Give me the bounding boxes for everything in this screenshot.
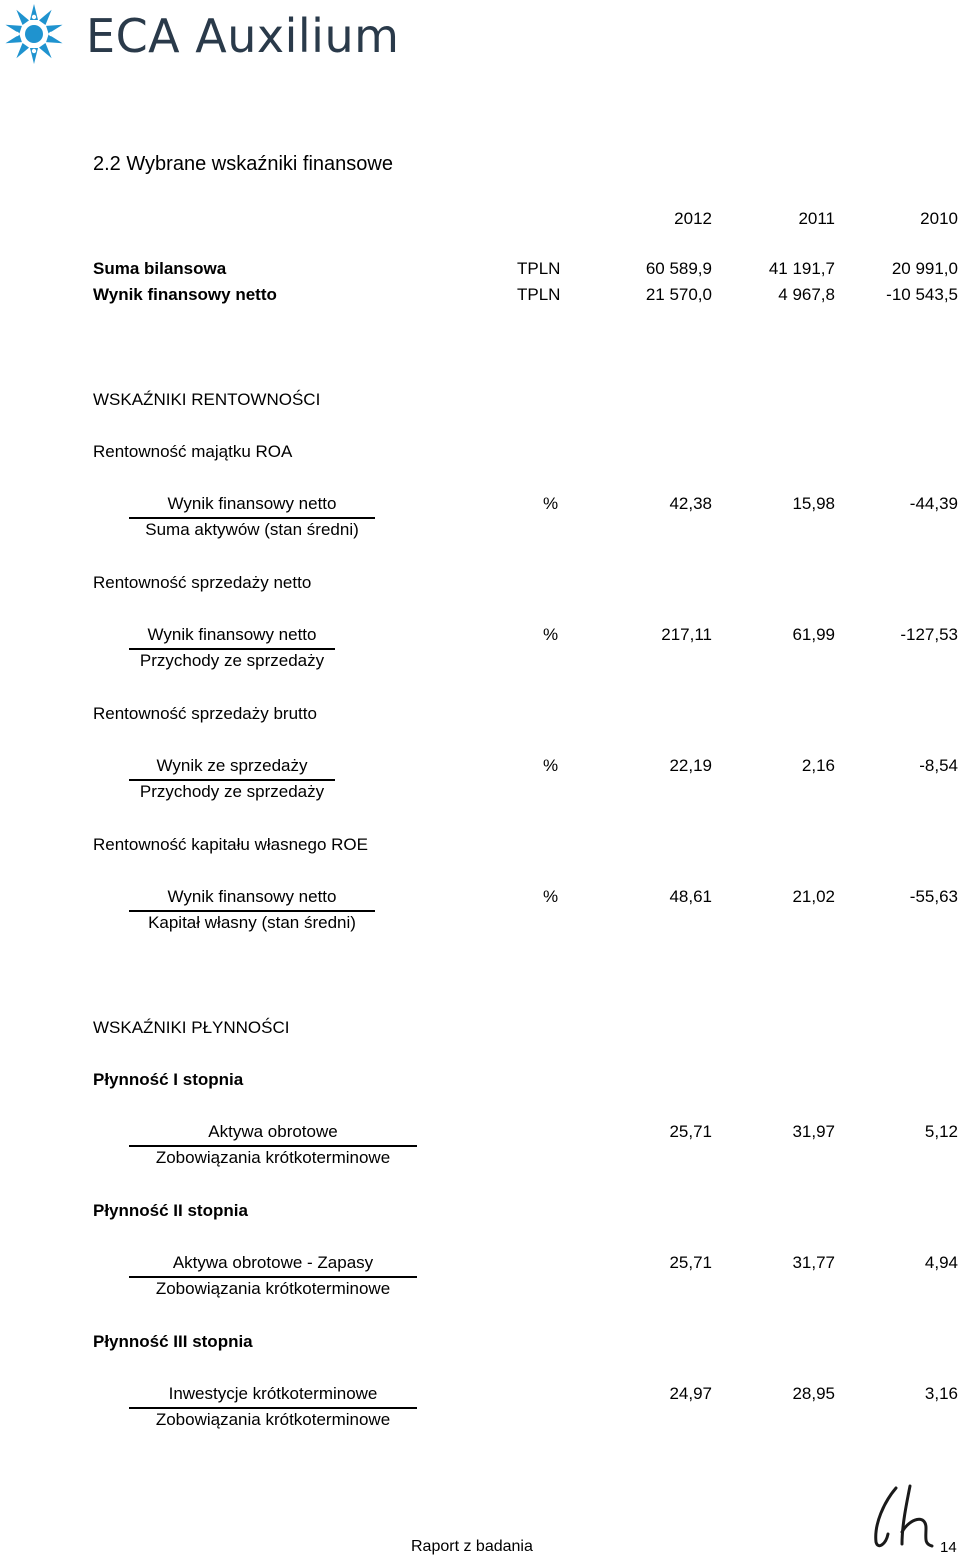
year-header-2011: 2011 [798,209,835,228]
fraction-line [129,779,335,781]
footer-label: Raport z badania [411,1538,533,1555]
signature-icon [866,1482,946,1554]
ratio-name: Rentowność sprzedaży netto [93,573,312,592]
summary-value: 60 589,9 [645,259,712,278]
ratio-numerator: Inwestycje krótkoterminowe [168,1384,378,1403]
ratio-unit: % [543,887,559,906]
ratio-denominator: Kapitał własny (stan średni) [148,913,356,932]
ratio-unit: % [543,625,559,644]
year-header-2012: 2012 [674,209,712,228]
ratio-value: 31,77 [792,1253,835,1272]
fraction-line [129,1407,417,1409]
ratio-name: Rentowność majątku ROA [93,442,293,461]
ratio-denominator: Przychody ze sprzedaży [139,782,325,801]
ratio-value: 3,16 [924,1384,958,1403]
ratio-value: 5,12 [924,1122,958,1141]
ratio-unit: % [543,494,559,513]
ratio-name: Płynność III stopnia [93,1332,253,1351]
fraction-line [129,648,335,650]
summary-unit: TPLN [517,285,561,304]
page-number: 14 [940,1539,957,1556]
ratio-name: Rentowność kapitału własnego ROE [93,835,368,854]
ratio-value: 42,38 [669,494,712,513]
ratio-name: Płynność II stopnia [93,1201,248,1220]
ratio-name: Płynność I stopnia [93,1070,244,1089]
ratio-value: 217,11 [661,625,712,644]
ratio-value: -44,39 [909,494,958,513]
ratio-value: 28,95 [792,1384,835,1403]
ratio-value: 2,16 [801,756,835,775]
ratio-value: 15,98 [792,494,835,513]
ratio-numerator: Wynik finansowy netto [167,494,337,513]
ratio-value: 25,71 [669,1253,712,1272]
ratio-value: -55,63 [909,887,958,906]
section-title: 2.2 Wybrane wskaźniki finansowe [93,153,393,175]
fraction-line [129,517,375,519]
ratio-value: 22,19 [669,756,712,775]
ratio-value: 48,61 [669,887,712,906]
group-title: WSKAŹNIKI PŁYNNOŚCI [93,1018,290,1037]
ratio-value: 31,97 [792,1122,835,1141]
ratio-value: 24,97 [669,1384,712,1403]
ratio-denominator: Suma aktywów (stan średni) [145,520,359,539]
ratio-numerator: Wynik finansowy netto [167,887,337,906]
star-logo-icon [2,2,66,66]
ratio-denominator: Przychody ze sprzedaży [139,651,325,670]
ratio-value: 61,99 [792,625,835,644]
summary-value: 20 991,0 [891,259,958,278]
ratio-numerator: Wynik ze sprzedaży [156,756,308,775]
ratio-denominator: Zobowiązania krótkoterminowe [155,1148,391,1167]
ratio-value: -127,53 [900,625,958,644]
summary-value: 41 191,7 [768,259,835,278]
summary-unit: TPLN [517,259,561,278]
fraction-line [129,910,375,912]
summary-value: -10 543,5 [886,285,958,304]
ratio-denominator: Zobowiązania krótkoterminowe [155,1279,391,1298]
ratio-numerator: Aktywa obrotowe - Zapasy [172,1253,374,1272]
ratio-value: 21,02 [792,887,835,906]
ratio-denominator: Zobowiązania krótkoterminowe [155,1410,391,1429]
ratio-numerator: Aktywa obrotowe [208,1122,338,1141]
ratio-value: -8,54 [919,756,958,775]
group-title: WSKAŹNIKI RENTOWNOŚCI [93,390,321,409]
summary-value: 4 967,8 [778,285,835,304]
brand-name: ECA Auxilium [86,9,400,63]
fraction-line [129,1276,417,1278]
ratio-unit: % [543,756,559,775]
fraction-line [129,1145,417,1147]
ratio-numerator: Wynik finansowy netto [147,625,317,644]
year-header-2010: 2010 [920,209,958,228]
summary-label: Suma bilansowa [93,259,227,278]
ratio-value: 4,94 [924,1253,958,1272]
summary-label: Wynik finansowy netto [93,285,277,304]
summary-value: 21 570,0 [645,285,712,304]
ratio-name: Rentowność sprzedaży brutto [93,704,317,723]
ratio-value: 25,71 [669,1122,712,1141]
